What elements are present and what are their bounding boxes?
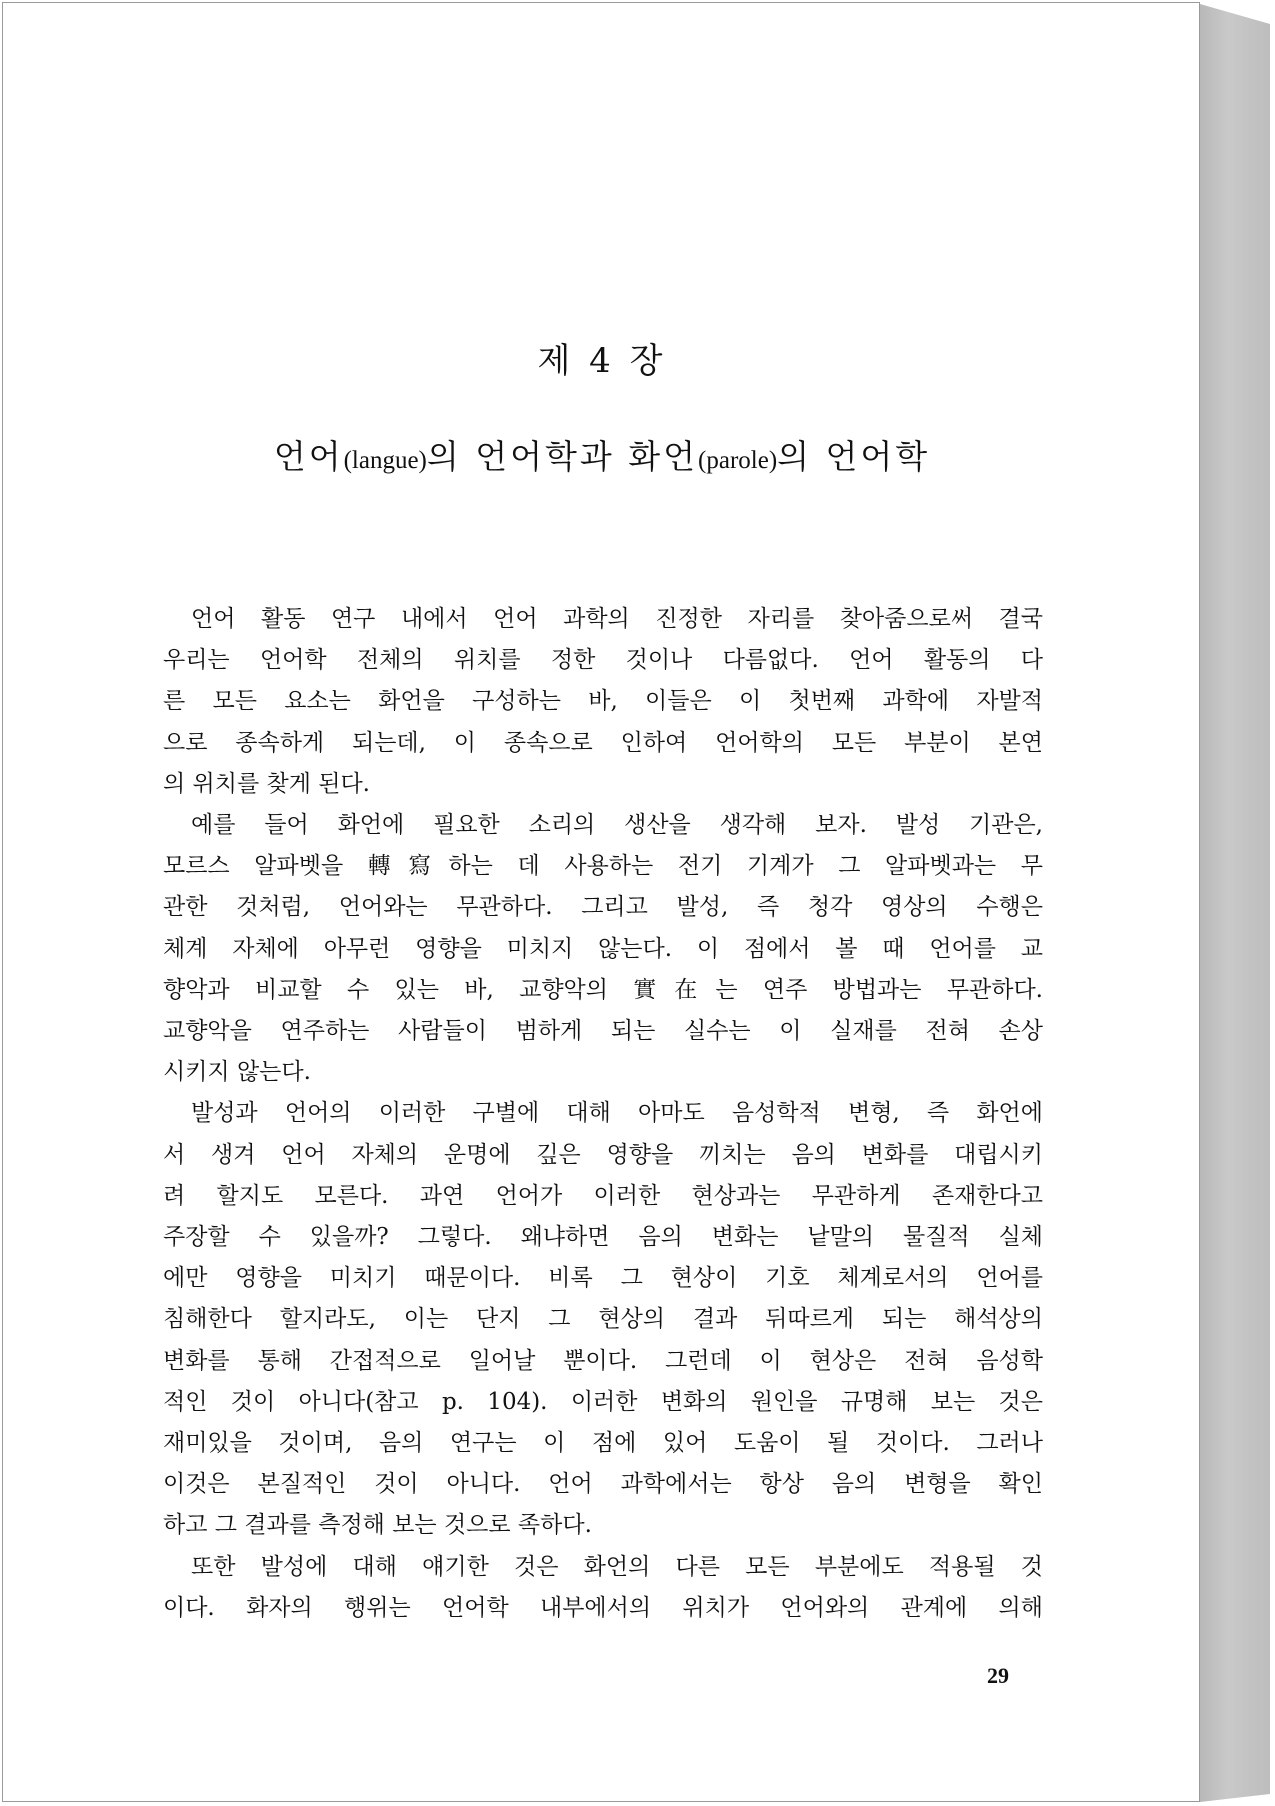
text-line: 예를 들어 화언에 필요한 소리의 생산을 생각해 보자. 발성 기관은, [191,812,1043,839]
text-line: 시키지 않는다. [163,1059,311,1086]
page-edge [1200,4,1270,1802]
text-line: 재미있을 것이며, 음의 연구는 이 점에 있어 도움이 될 것이다. 그러나 [163,1430,1043,1457]
text-line: 의 위치를 찾게 된다. [163,770,370,797]
text-line: 체계 자체에 아무런 영향을 미치지 않는다. 이 점에서 볼 때 언어를 교 [163,935,1043,962]
chapter-title-part: 의 언어학과 화언 [426,437,699,476]
text-line: 적인 것이 아니다(참고 p. 104). 이러한 변화의 원인을 규명해 보는 것은 [163,1388,1043,1415]
body-text [163,599,1043,1629]
chapter-title-part: 의 언어학 [777,437,931,476]
text-line: 모르스 알파벳을 轉寫하는 데 사용하는 전기 기계가 그 알파벳과는 무 [163,853,1043,880]
paragraph [163,1547,1043,1629]
text-line: 하고 그 결과를 측정해 보는 것으로 족하다. [163,1512,592,1539]
chapter-title [3,431,1201,478]
page-number: 29 [987,1663,1009,1688]
text-line: 서 생겨 언어 자체의 운명에 깊은 영향을 끼치는 음의 변화를 대립시키 [163,1141,1043,1168]
paragraph [163,805,1043,1093]
book-page [2,2,1200,1802]
text-line: 이다. 화자의 행위는 언어학 내부에서의 위치가 언어와의 관계에 의해 [163,1594,1043,1621]
chapter-number: 제 4 장 [537,341,667,381]
paragraph [163,599,1043,805]
text-line: 이것은 본질적인 것이 아니다. 언어 과학에서는 항상 음의 변형을 확인 [163,1471,1043,1498]
text-line: 관한 것처럼, 언어와는 무관하다. 그리고 발성, 즉 청각 영상의 수행은 [163,894,1043,921]
text-line: 발성과 언어의 이러한 구별에 대해 아마도 음성학적 변형, 즉 화언에 [191,1100,1043,1127]
text-line: 른 모든 요소는 화언을 구성하는 바, 이들은 이 첫번째 과학에 자발적 [163,688,1043,715]
text-line: 언어 활동 연구 내에서 언어 과학의 진정한 자리를 찾아줌으로써 결국 [191,606,1043,632]
text-line: 교향악을 연주하는 사람들이 범하게 되는 실수는 이 실재를 전혀 손상 [163,1018,1043,1045]
chapter-title-part: 언어 [273,437,344,476]
text-line: 우리는 언어학 전체의 위치를 정한 것이나 다름없다. 언어 활동의 다 [163,647,1043,674]
paragraph [163,1093,1043,1546]
text-line: 변화를 통해 간접적으로 일어날 뿐이다. 그런데 이 현상은 전혀 음성학 [163,1347,1043,1374]
chapter-title-latin: (langue) [343,447,427,474]
text-line: 에만 영향을 미치기 때문이다. 비록 그 현상이 기호 체계로서의 언어를 [163,1265,1043,1292]
text-line: 향악과 비교할 수 있는 바, 교향악의 實在는 연주 방법과는 무관하다. [163,976,1043,1003]
text-line: 으로 종속하게 되는데, 이 종속으로 인하여 언어학의 모든 부분이 본연 [163,729,1043,756]
text-line: 려 할지도 모른다. 과연 언어가 이러한 현상과는 무관하게 존재한다고 [163,1182,1043,1209]
text-line: 침해한다 할지라도, 이는 단지 그 현상의 결과 뒤따르게 되는 해석상의 [163,1306,1043,1333]
text-line: 주장할 수 있을까? 그렇다. 왜냐하면 음의 변화는 낱말의 물질적 실체 [163,1224,1043,1251]
chapter-title-latin: (parole) [698,447,778,474]
text-line: 또한 발성에 대해 얘기한 것은 화언의 다른 모든 부분에도 적용될 것 [191,1553,1043,1580]
